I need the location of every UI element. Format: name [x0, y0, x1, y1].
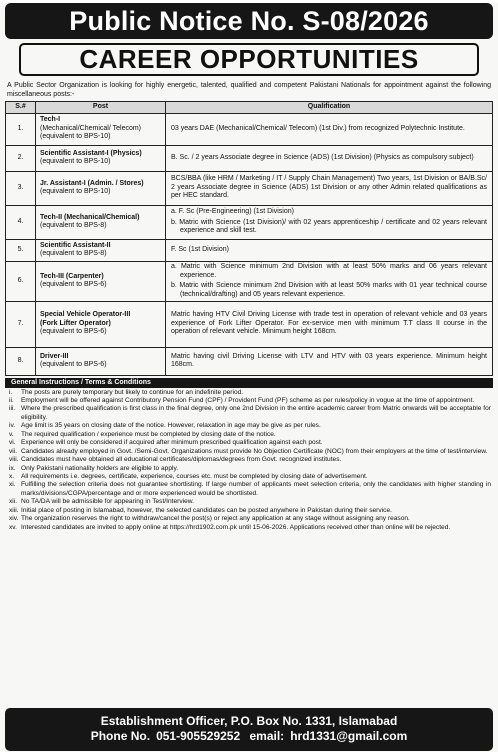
post-bps: (equivalent to BPS-10): [40, 133, 111, 141]
career-heading: CAREER OPPORTUNITIES: [19, 43, 479, 76]
footer-address: Establishment Officer, P.O. Box No. 1331, Islamabad: [100, 714, 398, 728]
table-row: [6, 261, 493, 301]
instruction-text: Candidates must have obtained all educational certificates/diplomas/degrees from Govt. recognized institutes.: [21, 456, 342, 464]
instruction-text: The posts are purely temporary but likely to continue for an indefinite period.: [21, 388, 244, 396]
instruction-item: [5, 439, 493, 447]
table-header-row: [6, 102, 493, 114]
post-bps: (equivalent to BPS-8): [40, 250, 107, 257]
instruction-number: i.: [9, 388, 13, 396]
instruction-number: ii.: [9, 396, 14, 404]
row-sn: 7.: [6, 301, 36, 347]
qualification-line: a. Matric with Science minimum 2nd Division with at least 50% marks and 06 years relevant experience.: [171, 263, 487, 279]
instructions-heading: General Instructions / Terms & Conditions: [5, 378, 493, 388]
instruction-number: xiii.: [9, 506, 19, 514]
post-name: Tech-II (Mechanical/Chemical): [40, 213, 140, 221]
instruction-item: [5, 465, 493, 473]
qualification-line: Matric having HTV Civil Driving License with trade test in operation of relevant vehicle and 03 years experience of Fork Lifter Operator. For ex-service men with minimum T.T class II course in the operation of relevant vehicle. Minimum height 168cm.: [171, 311, 487, 336]
instruction-text: Where the prescribed qualification is first class in the final degree, only one 2nd Division in the entire academic career from Matric onwards will be acceptable for eligibility.: [21, 405, 491, 421]
phone-label: Phone No.: [90, 729, 151, 743]
instruction-number: xv.: [9, 523, 17, 531]
instruction-item: [5, 456, 493, 464]
instruction-number: viii.: [9, 456, 19, 464]
row-post: [36, 239, 166, 261]
instruction-item: [5, 515, 493, 523]
qualification-line: Matric having civil Driving License with LTV and HTV with 03 years experience. Minimum height 168cm.: [171, 352, 487, 368]
post-name: Scientific Assistant-II: [40, 241, 111, 249]
instruction-item: [5, 507, 493, 515]
instruction-item: [5, 397, 493, 405]
instruction-item: [5, 498, 493, 506]
instruction-text: Employment will be offered against Contributory Pension Fund (CPF) / Provident Fund (PF) scheme as per rules/policy in vogue at the time of appointment.: [21, 396, 475, 404]
row-sn: 2.: [6, 145, 36, 171]
row-sn: 8.: [6, 347, 36, 375]
table-row: [6, 145, 493, 171]
post-bps: (equivalent to BPS-6): [40, 361, 107, 368]
post-name: Driver-III: [40, 352, 69, 360]
instructions-list: [5, 389, 493, 533]
instruction-item: [5, 405, 493, 422]
instruction-item: [5, 389, 493, 397]
instruction-text: The organization reserves the right to withdraw/cancel the post(s) or reject any application at any stage without assigning any reason.: [21, 515, 410, 523]
qualification-line: a. F. Sc (Pre-Engineering) (1st Division): [171, 208, 294, 216]
row-post: [36, 347, 166, 375]
post-bps: (equivalent to BPS-6): [40, 281, 107, 288]
instruction-text: All requirements i.e. degrees, certificate, experience, courses etc. must be completed by closing date of advertisement.: [21, 473, 368, 481]
instruction-text: Experience will only be considered if acquired after minimum prescribed qualification against each post.: [21, 439, 323, 447]
row-qualification: [166, 261, 493, 301]
row-sn: 5.: [6, 239, 36, 261]
instruction-text: Candidates already employed in Govt. /Semi-Govt. Organizations must provide No Objection Certificate (NOC) from their employers at the time of test/interview.: [21, 447, 488, 455]
row-qualification: [166, 171, 493, 205]
header-post: Post: [36, 102, 166, 114]
qualification-line: b. Matric with Science minimum 2nd Division with at least 50% marks with 01 year technical course (technical/drafting) and 05 years relevant experience.: [171, 282, 487, 298]
instruction-text: Only Pakistani nationality holders are eligible to apply.: [21, 464, 179, 472]
qualification-line: B. Sc. / 2 years Associate degree in Science (ADS) (1st Division) (Physics as compulsory subject): [171, 153, 474, 161]
row-post: [36, 301, 166, 347]
instruction-item: [5, 473, 493, 481]
footer-phone-email: [5, 728, 493, 745]
row-qualification: [166, 113, 493, 145]
footer-contact: [5, 708, 493, 751]
row-post: [36, 261, 166, 301]
row-sn: 6.: [6, 261, 36, 301]
post-detail: (Mechanical/Chemical/ Telecom): [40, 124, 142, 132]
notice-title: Public Notice No. S-08/2026: [5, 3, 493, 39]
post-bps: (equivalent to BPS-8): [40, 222, 107, 229]
intro-text: A Public Sector Organization is looking for highly energetic, talented, qualified and competent Pakistani Nationals for appointment against the following miscellaneous posts:-: [7, 82, 491, 98]
table-row: [6, 171, 493, 205]
post-name: Tech-III (Carpenter): [40, 272, 104, 280]
instruction-number: iii.: [9, 405, 16, 413]
posts-table-body: [6, 113, 493, 375]
table-row: [6, 347, 493, 375]
row-post: [36, 113, 166, 145]
row-sn: 3.: [6, 171, 36, 205]
instruction-item: [5, 448, 493, 456]
instruction-text: Age limit is 35 years on closing date of the notice. However, relaxation in age may be give as per rules.: [21, 422, 321, 430]
table-row: [6, 205, 493, 239]
qualification-line: BCS/BBA (like HRM / Marketing / IT / Supply Chain Management) Two years, 1st Division or BA/B.Sc/ 2 years Associate degree in Science (ADS) 1st Division or any other Admin related qualifications as per HEC standard.: [171, 175, 487, 200]
instruction-item: [5, 431, 493, 439]
post-bps: (equivalent to BPS-10): [40, 188, 111, 195]
post-detail: (Fork Lifter Operator): [40, 319, 111, 327]
row-sn: 1.: [6, 113, 36, 145]
row-qualification: [166, 145, 493, 171]
instruction-item: [5, 481, 493, 498]
instruction-text: Initial place of posting in Islamabad, however, the selected candidates can be posted anywhere in Pakistan during their service.: [21, 506, 392, 514]
row-post: [36, 205, 166, 239]
email-label: email:: [249, 729, 285, 743]
instruction-number: vii.: [9, 447, 18, 455]
post-bps: (equivalent to BPS-6): [40, 328, 107, 336]
post-name: Special Vehicle Operator-III: [40, 311, 131, 319]
instruction-item: [5, 524, 493, 532]
instruction-text: No TA/DA will be admissible for appearing in Test/Interview.: [21, 498, 194, 506]
row-sn: 4.: [6, 205, 36, 239]
instruction-number: ix.: [9, 464, 16, 472]
instruction-text: Fulfilling the selection criteria does not guarantee shortlisting. If large number of applicants meet selection criteria, only the candidates with higher standing in marks/divisions/CGPA/percentage and or more experienced would be shortlisted.: [21, 481, 491, 497]
qualification-line: 03 years DAE (Mechanical/Chemical/ Telecom) (1st Div.) from recognized Polytechnic Institute.: [171, 124, 465, 132]
table-row: [6, 113, 493, 145]
post-name: Jr. Assistant-I (Admin. / Stores): [40, 179, 144, 187]
posts-table: [5, 101, 493, 376]
notice-page: [0, 3, 498, 752]
table-row: [6, 301, 493, 347]
instruction-text: Interested candidates are invited to apply online at https://hrd1902.com.pk until 15-06-2026. Applications received other than online will be rejected.: [21, 523, 451, 531]
qualification-line: F. Sc (1st Division): [171, 245, 229, 253]
instruction-number: x.: [9, 473, 15, 481]
table-row: [6, 239, 493, 261]
instruction-item: [5, 422, 493, 430]
instruction-number: vi.: [9, 439, 16, 447]
row-qualification: [166, 301, 493, 347]
instruction-text: The required qualification / experience must be completed by closing date of the notice.: [21, 430, 276, 438]
post-name: Tech-I: [40, 116, 61, 124]
header-sn: S.#: [6, 102, 36, 114]
qualification-line: b. Matric with Science (1st Division)/ with 02 years apprenticeship / certificate and 02 years relevant experience and skill test.: [171, 218, 487, 235]
post-name: Scientific Assistant-I (Physics): [40, 149, 142, 157]
row-qualification: [166, 205, 493, 239]
header-qualification: Qualification: [166, 102, 493, 114]
instruction-number: xiv.: [9, 515, 19, 523]
email-address[interactable]: hrd1331@gmail.com: [290, 729, 408, 743]
instruction-number: v.: [9, 430, 14, 438]
row-qualification: [166, 347, 493, 375]
row-post: [36, 171, 166, 205]
post-bps: (equivalent to BPS-10): [40, 158, 111, 165]
row-qualification: [166, 239, 493, 261]
instruction-number: xii.: [9, 498, 18, 506]
instruction-number: xi.: [9, 481, 16, 489]
instruction-number: iv.: [9, 422, 16, 430]
phone-number[interactable]: 051-905529252: [156, 729, 241, 743]
row-post: [36, 145, 166, 171]
